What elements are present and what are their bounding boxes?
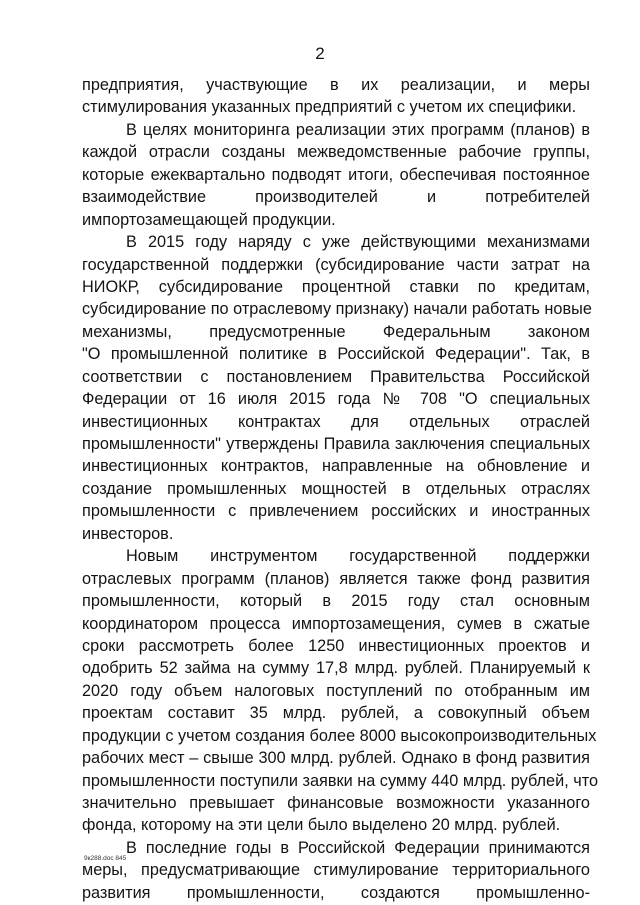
- text-line: взаимодействие производителей и потребителей: [82, 188, 590, 207]
- text-line: меры, предусматривающие стимулирование территориального: [82, 861, 590, 880]
- text-line: механизмы, предусмотренные Федеральным законом: [82, 322, 590, 341]
- text-line: сроки рассмотреть более 1250 инвестиционных проектов и: [82, 636, 590, 655]
- text-line: фонда, которому на эти цели было выделено 20 млрд. рублей.: [82, 816, 561, 835]
- text-line: развития промышленности, создаются промышленно-: [82, 883, 590, 902]
- text-line: субсидирование по отраслевому признаку) начали работать новые: [82, 300, 592, 319]
- text-line: В целях мониторинга реализации этих программ (планов) в: [126, 120, 590, 139]
- text-line: продукции с учетом создания более 8000 высокопроизводительных: [82, 726, 597, 745]
- text-line: предприятия, участвующие в их реализации, и меры: [82, 76, 590, 94]
- text-line: которые ежеквартально подводят итоги, обеспечивая постоянное: [82, 165, 590, 184]
- footer-file-code: 9к288.doc 845: [84, 855, 127, 862]
- text-line: инвестиционных контрактах для отдельных отраслей: [82, 412, 590, 431]
- text-line: В последние годы в Российской Федерации принимаются: [126, 838, 590, 857]
- text-line: проектам составит 35 млрд. рублей, а совокупный объем: [82, 704, 590, 723]
- text-line: координатором процесса импортозамещения, сумев в сжатые: [82, 614, 590, 633]
- document-body: [82, 74, 599, 904]
- text-line: НИОКР, субсидирование процентной ставки по кредитам,: [82, 277, 590, 296]
- text-line: промышленности, который в 2015 году стал основным: [82, 592, 590, 611]
- text-line: импортозамещающей продукции.: [82, 210, 336, 229]
- text-line: отраслевых программ (планов) является также фонд развития: [82, 569, 590, 588]
- text-line: В 2015 году наряду с уже действующими механизмами: [126, 233, 590, 252]
- page-number: 2: [315, 44, 325, 63]
- text-line: промышленности с привлечением российских и иностранных: [82, 502, 590, 521]
- text-line: каждой отрасли созданы межведомственные рабочие группы,: [82, 143, 590, 162]
- text-line: промышленности поступили заявки на сумму 440 млрд. рублей, что: [82, 771, 599, 790]
- text-line: промышленности" утверждены Правила заключения специальных: [82, 435, 590, 453]
- text-line: инвесторов.: [82, 524, 174, 543]
- text-line: стимулирования указанных предприятий с учетом их специфики.: [82, 98, 577, 117]
- text-line: Новым инструментом государственной поддержки: [126, 547, 590, 566]
- text-line: значительно превышает финансовые возможности указанного: [82, 794, 590, 812]
- text-line: инвестиционных контрактов, направленные на обновление и: [82, 457, 590, 476]
- text-line: рабочих мест – свыше 300 млрд. рублей. Однако в фонд развития: [82, 749, 590, 768]
- text-line: государственной поддержки (субсидирование части затрат на: [82, 255, 590, 274]
- text-line: 2020 году объем налоговых поступлений по отобранным им: [82, 681, 590, 700]
- text-line: создание промышленных мощностей в отдельных отраслях: [82, 479, 590, 498]
- text-line: "О промышленной политике в Российской Федерации". Так, в: [82, 345, 590, 364]
- text-line: Федерации от 16 июля 2015 года № 708 "О специальных: [82, 390, 590, 409]
- text-line: одобрить 52 займа на сумму 17,8 млрд. рублей. Планируемый к: [82, 659, 590, 678]
- text-line: соответствии с постановлением Правительства Российской: [82, 367, 590, 386]
